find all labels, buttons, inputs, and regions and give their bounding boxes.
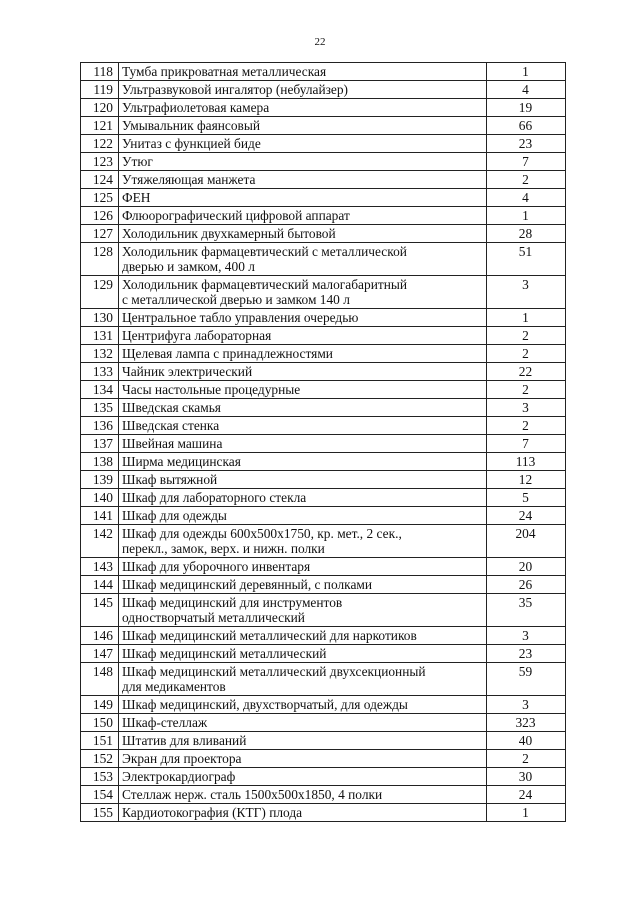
page-number: 22 [314, 36, 326, 48]
item-name: Шкаф медицинский металлический [119, 645, 487, 663]
item-name: Швейная машина [119, 435, 487, 453]
table-row [81, 507, 566, 525]
item-quantity: 1 [487, 804, 566, 822]
item-name: Умывальник фаянсовый [119, 117, 487, 135]
equipment-table-body [81, 63, 566, 822]
item-quantity: 2 [487, 171, 566, 189]
table-row [81, 645, 566, 663]
table-row [81, 135, 566, 153]
row-number: 143 [81, 558, 119, 576]
item-name: Часы настольные процедурные [119, 381, 487, 399]
row-number: 144 [81, 576, 119, 594]
row-number: 129 [81, 276, 119, 309]
item-quantity: 3 [487, 627, 566, 645]
table-row [81, 627, 566, 645]
item-quantity: 19 [487, 99, 566, 117]
item-name: ФЕН [119, 189, 487, 207]
item-quantity: 24 [487, 786, 566, 804]
item-name: Шкаф для одежды [119, 507, 487, 525]
item-name: Шкаф медицинский металлический для наркотиков [119, 627, 487, 645]
item-name: Ширма медицинская [119, 453, 487, 471]
table-row [81, 207, 566, 225]
item-name: Шведская скамья [119, 399, 487, 417]
item-name: Шкаф для уборочного инвентаря [119, 558, 487, 576]
row-number: 142 [81, 525, 119, 558]
item-quantity: 40 [487, 732, 566, 750]
item-quantity: 1 [487, 207, 566, 225]
item-quantity: 2 [487, 381, 566, 399]
item-quantity: 3 [487, 276, 566, 309]
table-row [81, 399, 566, 417]
item-name: Штатив для вливаний [119, 732, 487, 750]
row-number: 154 [81, 786, 119, 804]
table-row [81, 696, 566, 714]
table-row [81, 327, 566, 345]
row-number: 146 [81, 627, 119, 645]
row-number: 135 [81, 399, 119, 417]
item-quantity: 7 [487, 435, 566, 453]
table-row [81, 489, 566, 507]
row-number: 148 [81, 663, 119, 696]
row-number: 153 [81, 768, 119, 786]
item-name: Шкаф для одежды 600х500х1750, кр. мет., 2 сек., перекл., замок, верх. и нижн. полки [119, 525, 487, 558]
item-name: Шкаф для лабораторного стекла [119, 489, 487, 507]
item-quantity: 59 [487, 663, 566, 696]
item-quantity: 2 [487, 417, 566, 435]
row-number: 137 [81, 435, 119, 453]
table-row [81, 750, 566, 768]
row-number: 125 [81, 189, 119, 207]
item-quantity: 35 [487, 594, 566, 627]
item-quantity: 2 [487, 327, 566, 345]
row-number: 145 [81, 594, 119, 627]
row-number: 140 [81, 489, 119, 507]
item-name: Центрифуга лабораторная [119, 327, 487, 345]
item-name: Стеллаж нерж. сталь 1500х500х1850, 4 полки [119, 786, 487, 804]
item-quantity: 7 [487, 153, 566, 171]
table-row [81, 663, 566, 696]
row-number: 124 [81, 171, 119, 189]
table-row [81, 243, 566, 276]
item-quantity: 20 [487, 558, 566, 576]
table-row [81, 309, 566, 327]
item-name: Тумба прикроватная металлическая [119, 63, 487, 81]
table-row [81, 576, 566, 594]
row-number: 121 [81, 117, 119, 135]
item-quantity: 23 [487, 135, 566, 153]
item-name: Кардиотокография (КТГ) плода [119, 804, 487, 822]
item-name: Шкаф-стеллаж [119, 714, 487, 732]
equipment-table [80, 62, 566, 822]
row-number: 152 [81, 750, 119, 768]
table-row [81, 171, 566, 189]
item-quantity: 26 [487, 576, 566, 594]
item-name: Холодильник фармацевтический малогабаритный с металлической дверью и замком 140 л [119, 276, 487, 309]
item-name: Унитаз с функцией биде [119, 135, 487, 153]
row-number: 131 [81, 327, 119, 345]
table-row [81, 594, 566, 627]
row-number: 126 [81, 207, 119, 225]
row-number: 132 [81, 345, 119, 363]
item-quantity: 12 [487, 471, 566, 489]
item-name: Ультрафиолетовая камера [119, 99, 487, 117]
item-quantity: 323 [487, 714, 566, 732]
row-number: 123 [81, 153, 119, 171]
row-number: 150 [81, 714, 119, 732]
table-row [81, 714, 566, 732]
item-quantity: 4 [487, 81, 566, 99]
item-quantity: 113 [487, 453, 566, 471]
table-row [81, 276, 566, 309]
row-number: 127 [81, 225, 119, 243]
table-row [81, 786, 566, 804]
row-number: 120 [81, 99, 119, 117]
table-row [81, 804, 566, 822]
table-row [81, 525, 566, 558]
item-quantity: 204 [487, 525, 566, 558]
row-number: 122 [81, 135, 119, 153]
item-quantity: 1 [487, 63, 566, 81]
item-name: Холодильник двухкамерный бытовой [119, 225, 487, 243]
item-quantity: 5 [487, 489, 566, 507]
table-row [81, 768, 566, 786]
item-quantity: 3 [487, 696, 566, 714]
table-row [81, 417, 566, 435]
table-row [81, 225, 566, 243]
table-row [81, 189, 566, 207]
item-quantity: 3 [487, 399, 566, 417]
item-quantity: 51 [487, 243, 566, 276]
row-number: 139 [81, 471, 119, 489]
item-quantity: 1 [487, 309, 566, 327]
row-number: 147 [81, 645, 119, 663]
table-row [81, 345, 566, 363]
row-number: 128 [81, 243, 119, 276]
item-name: Флюорографический цифровой аппарат [119, 207, 487, 225]
item-quantity: 23 [487, 645, 566, 663]
row-number: 119 [81, 81, 119, 99]
table-row [81, 471, 566, 489]
table-row [81, 558, 566, 576]
item-name: Электрокардиограф [119, 768, 487, 786]
item-name: Щелевая лампа с принадлежностями [119, 345, 487, 363]
table-row [81, 453, 566, 471]
table-row [81, 81, 566, 99]
item-name: Холодильник фармацевтический с металлической дверью и замком, 400 л [119, 243, 487, 276]
table-row [81, 363, 566, 381]
item-quantity: 28 [487, 225, 566, 243]
table-row [81, 99, 566, 117]
table-row [81, 63, 566, 81]
item-name: Шкаф медицинский металлический двухсекционный для медикаментов [119, 663, 487, 696]
item-name: Экран для проектора [119, 750, 487, 768]
row-number: 138 [81, 453, 119, 471]
item-quantity: 4 [487, 189, 566, 207]
item-quantity: 30 [487, 768, 566, 786]
item-name: Шкаф медицинский, двухстворчатый, для одежды [119, 696, 487, 714]
item-quantity: 24 [487, 507, 566, 525]
row-number: 155 [81, 804, 119, 822]
item-name: Шкаф медицинский для инструментов одностворчатый металлический [119, 594, 487, 627]
item-quantity: 2 [487, 345, 566, 363]
row-number: 134 [81, 381, 119, 399]
row-number: 133 [81, 363, 119, 381]
table-row [81, 117, 566, 135]
row-number: 130 [81, 309, 119, 327]
item-name: Утяжеляющая манжета [119, 171, 487, 189]
table-row [81, 153, 566, 171]
table-row [81, 732, 566, 750]
row-number: 118 [81, 63, 119, 81]
item-quantity: 66 [487, 117, 566, 135]
item-name: Шкаф вытяжной [119, 471, 487, 489]
item-name: Шкаф медицинский деревянный, с полками [119, 576, 487, 594]
row-number: 136 [81, 417, 119, 435]
item-name: Центральное табло управления очередью [119, 309, 487, 327]
item-name: Утюг [119, 153, 487, 171]
item-name: Шведская стенка [119, 417, 487, 435]
table-row [81, 435, 566, 453]
item-quantity: 2 [487, 750, 566, 768]
row-number: 149 [81, 696, 119, 714]
row-number: 151 [81, 732, 119, 750]
row-number: 141 [81, 507, 119, 525]
item-name: Ультразвуковой ингалятор (небулайзер) [119, 81, 487, 99]
item-name: Чайник электрический [119, 363, 487, 381]
item-quantity: 22 [487, 363, 566, 381]
table-row [81, 381, 566, 399]
